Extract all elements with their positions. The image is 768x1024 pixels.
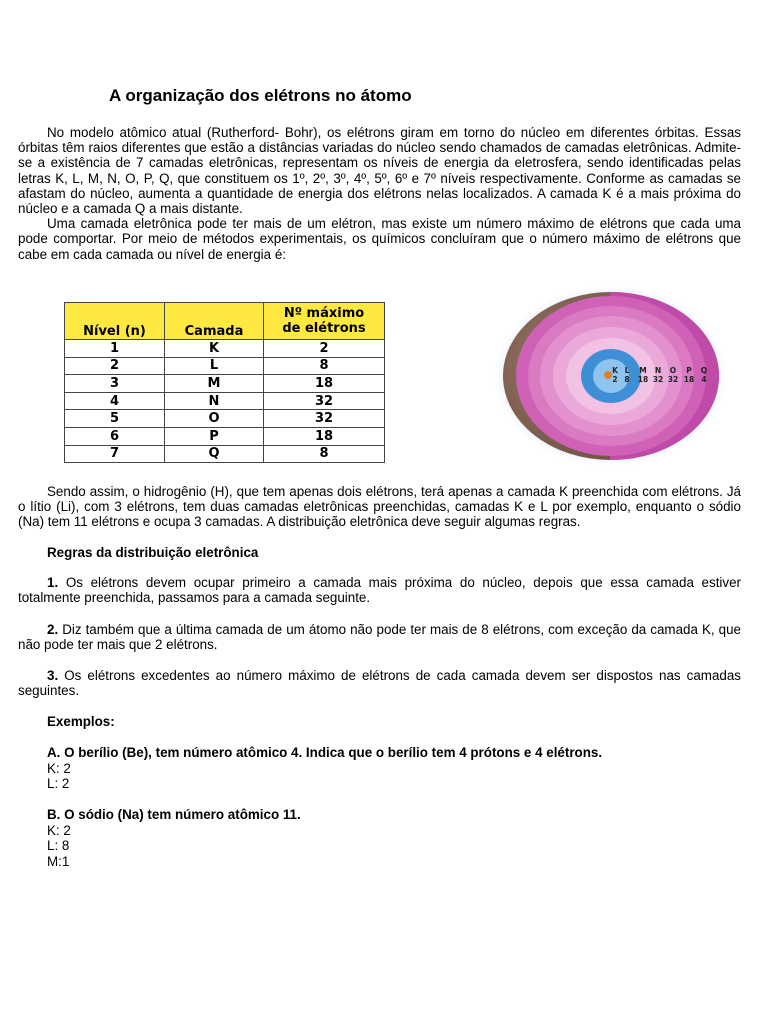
rule-text: Os elétrons excedentes ao número máximo de elétrons de cada camada devem ser dispostos nas camadas seguintes. (18, 668, 741, 699)
table-cell: 7 (65, 445, 165, 463)
example-line: M:1 (47, 853, 70, 869)
header-max-line1: Nº máximo (283, 306, 365, 321)
table-cell: 2 (264, 340, 385, 358)
header-layer: Camada (165, 303, 264, 340)
after-table-paragraph: Sendo assim, o hidrogênio (H), que tem apenas dois elétrons, terá apenas a camada K preenchida com elétrons. Já o lítio (Li), com 3 elétrons, tem duas camadas eletrônicas preenchidas, camadas K e L por exemplo, enquanto o sódio (Na) tem 11 elétrons e ocupa 3 camadas. A distribuição eletrônica deve seguir algumas regras. (18, 484, 741, 530)
nucleus (604, 371, 612, 379)
table-cell: 2 (65, 357, 165, 375)
table-cell: 6 (65, 427, 165, 445)
shell-value: 18 (683, 375, 695, 384)
table-cell: 5 (65, 410, 165, 428)
table-cell: 3 (65, 375, 165, 393)
table-cell: 8 (264, 357, 385, 375)
shell-value: 32 (667, 375, 679, 384)
page-title: A organização dos elétrons no átomo (109, 86, 412, 105)
example-title: A. O berílio (Be), tem número atômico 4. Indica que o berílio tem 4 prótons e 4 elétrons. (47, 745, 603, 760)
example-line: K: 2 (47, 760, 71, 776)
shell-value: 2 (612, 375, 618, 384)
shell-letter: N (654, 366, 662, 375)
header-max-line2: de elétrons (282, 321, 366, 336)
table-cell: M (165, 375, 264, 393)
table-cell: L (165, 357, 264, 375)
table-row (65, 375, 385, 393)
example-b (47, 807, 301, 869)
rule-1 (18, 575, 741, 605)
table-row (65, 427, 385, 445)
shell-letter: O (669, 366, 677, 375)
example-line: L: 8 (47, 838, 70, 853)
shell-letter: K (612, 366, 618, 375)
shell-value: 32 (652, 375, 664, 384)
shell-letter: L (624, 366, 630, 375)
table-cell: N (165, 392, 264, 410)
rule-number: 2. (47, 622, 59, 637)
table-cell: K (165, 340, 264, 358)
rule-number: 3. (47, 668, 59, 683)
shell-letter: P (686, 366, 692, 375)
table-row (65, 340, 385, 358)
rules-heading: Regras da distribuição eletrônica (47, 545, 259, 560)
example-title: B. O sódio (Na) tem número atômico 11. (47, 807, 301, 822)
header-level: Nível (n) (65, 303, 165, 340)
shell-value: 8 (624, 375, 630, 384)
header-max (264, 303, 385, 340)
table-cell: Q (165, 445, 264, 463)
rule-2 (18, 622, 741, 652)
table-cell: 32 (264, 392, 385, 410)
rule-3 (18, 668, 741, 698)
example-a (47, 745, 602, 792)
shell-letter: M (639, 366, 647, 375)
table-row (65, 357, 385, 375)
rule-text: Os elétrons devem ocupar primeiro a camada mais próxima do núcleo, depois que essa camada estiver totalmente preenchida, passamos para a camada seguinte. (18, 575, 741, 606)
intro-paragraph-2: Uma camada eletrônica pode ter mais de um elétron, mas existe um número máximo de elétrons que cada uma pode comportar. Por meio de métodos experimentais, os químicos concluíram que o número máximo de elétrons que cabe em cada camada ou nível de energia é: (18, 216, 741, 262)
table-header-row (65, 303, 385, 340)
table-row (65, 410, 385, 428)
intro-text (18, 125, 741, 262)
table-cell: 8 (264, 445, 385, 463)
examples-heading: Exemplos: (47, 714, 115, 729)
rule-number: 1. (47, 575, 59, 590)
table-cell: 4 (65, 392, 165, 410)
table-cell: 18 (264, 427, 385, 445)
table-row (65, 392, 385, 410)
intro-paragraph-1: No modelo atômico atual (Rutherford- Bohr), os elétrons giram em torno do núcleo em diferentes órbitas. Essas órbitas têm raios diferentes que estão a distâncias variadas do núcleo sendo chamados de camadas eletrônicas. Admite-se a existência de 7 camadas eletrônicas, representam os níveis de energia da eletrosfera, sendo identificadas pelas letras K, L, M, N, O, P, Q, que constituem os 1º, 2º, 3º, 4º, 5º, 6º e 7º níveis respectivamente. Conforme as camadas se afastam do núcleo, aumenta a quantidade de energia dos elétrons nelas localizados. A camada K é a mais próxima do núcleo e a camada Q a mais distante. (18, 125, 741, 217)
max-electrons-table (64, 302, 385, 463)
table-cell: 1 (65, 340, 165, 358)
table-cell: O (165, 410, 264, 428)
table-cell: P (165, 427, 264, 445)
rule-text: Diz também que a última camada de um átomo não pode ter mais de 8 elétrons, com exceção da camada K, que não pode ter mais que 2 elétrons. (18, 622, 741, 653)
shell-letter: Q (700, 366, 708, 375)
shell-value: 4 (701, 375, 707, 384)
example-line: L: 2 (47, 776, 70, 791)
table-cell: 18 (264, 375, 385, 393)
shell-value: 18 (637, 375, 649, 384)
example-line: K: 2 (47, 822, 71, 838)
table-cell: 32 (264, 410, 385, 428)
table-row (65, 445, 385, 463)
atom-shells-figure (492, 283, 732, 475)
